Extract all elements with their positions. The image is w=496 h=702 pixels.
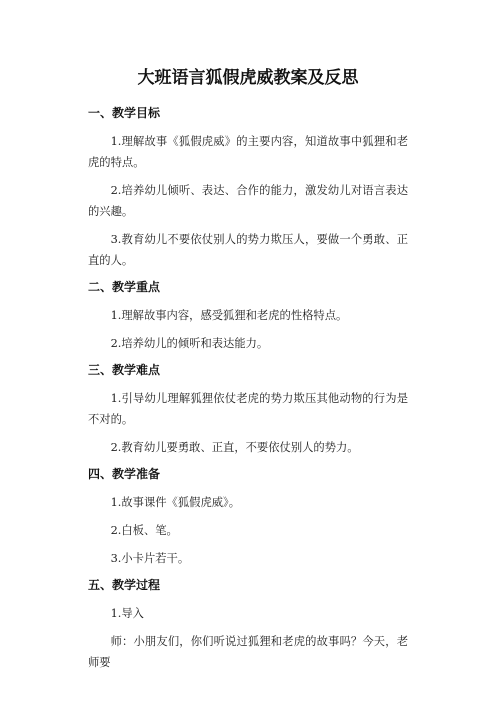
section-teaching-goals [88, 104, 408, 271]
paragraph: 3.教育幼儿不要依仗别人的势力欺压人，要做一个勇敢、正直的人。 [88, 233, 408, 267]
section-teaching-process [88, 576, 408, 673]
section-heading: 五、教学过程 [88, 578, 161, 592]
paragraph: 1.故事课件《狐假虎威》。 [110, 496, 240, 509]
paragraph: 师：小朋友们，你们听说过狐狸和老虎的故事吗？今天，老师要 [88, 635, 408, 669]
paragraph: 2.培养幼儿的倾听和表达能力。 [110, 337, 269, 350]
paragraph: 1.理解故事内容，感受狐狸和老虎的性格特点。 [110, 309, 348, 322]
paragraph: 1.理解故事《狐假虎威》的主要内容，知道故事中狐狸和老虎的特点。 [88, 135, 408, 169]
section-heading: 一、教学目标 [88, 106, 161, 120]
section-heading: 四、教学准备 [88, 467, 161, 481]
section-heading: 三、教学难点 [88, 363, 161, 377]
paragraph: 2.教育幼儿要勇敢、正直，不要依仗别人的势力。 [110, 441, 359, 454]
section-teaching-focus [88, 278, 408, 354]
section-teaching-preparation [88, 465, 408, 569]
document-title: 大班语言狐假虎威教案及反思 [137, 68, 359, 88]
section-teaching-difficulties [88, 361, 408, 458]
paragraph: 1.导入 [110, 607, 144, 620]
section-heading: 二、教学重点 [88, 280, 161, 294]
paragraph: 3.小卡片若干。 [110, 552, 190, 565]
paragraph: 2.白板、笔。 [110, 524, 178, 537]
paragraph: 2.培养幼儿倾听、表达、合作的能力，激发幼儿对语言表达的兴趣。 [88, 184, 408, 218]
paragraph: 1.引导幼儿理解狐狸依仗老虎的势力欺压其他动物的行为是不对的。 [88, 392, 408, 426]
